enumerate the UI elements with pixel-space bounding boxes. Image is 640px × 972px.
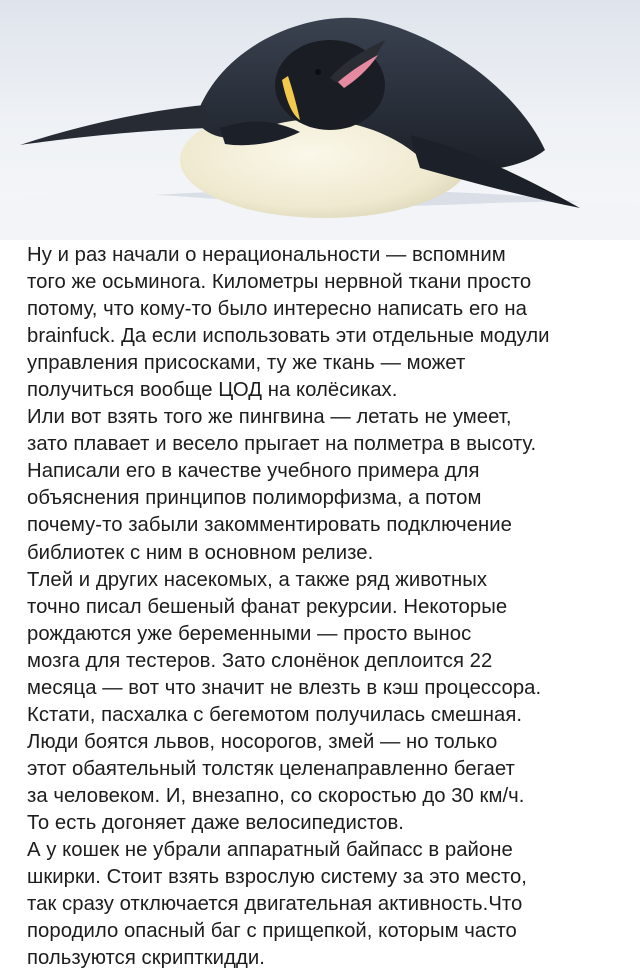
text-line: породило опасный баг с прищепкой, которым часто bbox=[27, 920, 517, 943]
text-line: этот обаятельный толстяк целенаправленно бегает bbox=[27, 757, 515, 780]
text-line: так сразу отключается двигательная активность.Что bbox=[27, 893, 523, 916]
text-line: шкирки. Стоит взять взрослую систему за это место, bbox=[27, 866, 527, 889]
penguin-illustration bbox=[0, 0, 640, 240]
body-text bbox=[27, 242, 627, 972]
text-line: почему-то забыли закомментировать подключение bbox=[27, 514, 512, 537]
text-line: объяснения принципов полиморфизма, а потом bbox=[27, 487, 482, 510]
text-line: Ну и раз начали о нерациональности — вспомним bbox=[27, 244, 506, 266]
text-line: мозга для тестеров. Зато слонёнок деплоится 22 bbox=[27, 649, 493, 672]
text-line: того же осьминога. Километры нервной ткани просто bbox=[27, 271, 532, 294]
text-line: точно писал бешеный фанат рекурсии. Некоторые bbox=[27, 595, 508, 618]
text-line: потому, что кому-то было интересно написать его на bbox=[27, 298, 527, 321]
text-line: Написали его в качестве учебного примера для bbox=[27, 460, 480, 483]
text-line: пользуются скрипткидди. bbox=[27, 947, 265, 970]
text-line: рождаются уже беременными — просто вынос bbox=[27, 622, 472, 645]
text-line: Кстати, пасхалка с бегемотом получилась смешная. bbox=[27, 703, 523, 726]
text-line: Тлей и других насекомых, а также ряд животных bbox=[27, 568, 488, 591]
text-line: управления присосками, ту же ткань — может bbox=[27, 352, 466, 375]
text-line: месяца — вот что значит не влезть в кэш процессора. bbox=[27, 676, 542, 699]
text-line: А у кошек не убрали аппаратный байпасс в районе bbox=[27, 839, 513, 862]
text-line: получиться вообще ЦОД на колёсиках. bbox=[27, 379, 398, 402]
text-line: за человеком. И, внезапно, со скоростью до 30 км/ч. bbox=[27, 784, 525, 807]
penguin-photo bbox=[0, 0, 640, 240]
text-line: зато плавает и весело прыгает на полметра в высоту. bbox=[27, 433, 537, 456]
text-line: Или вот взять того же пингвина — летать не умеет, bbox=[27, 406, 512, 429]
text-line: То есть догоняет даже велосипедистов. bbox=[27, 811, 404, 834]
text-line: Люди боятся львов, носорогов, змей — но только bbox=[27, 730, 498, 753]
text-line: библиотек с ним в основном релизе. bbox=[27, 541, 374, 564]
text-line: brainfuck. Да если использовать эти отдельные модули bbox=[27, 325, 550, 348]
